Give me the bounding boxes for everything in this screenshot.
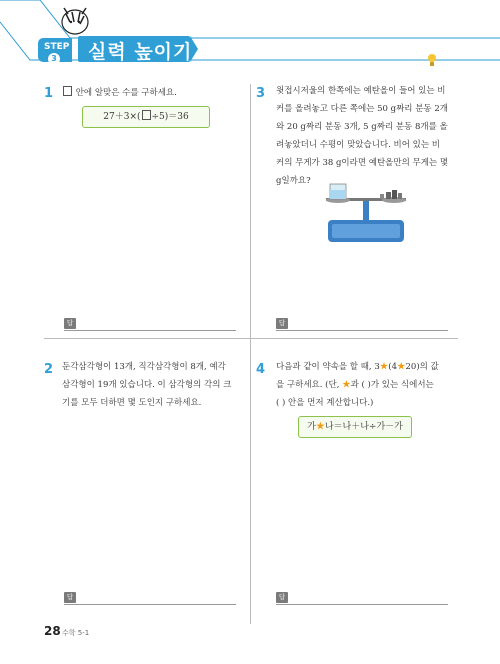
page-number: 28 — [44, 624, 61, 638]
problem-2-line: 둔각삼각형이 13개, 직각삼각형이 8개, 예각 — [62, 362, 226, 372]
problem-4-line-1: 다음과 같이 약속을 할 때, 3★(4★20)의 값 — [276, 362, 439, 372]
star-icon: ★ — [396, 362, 406, 372]
answer-line-1 — [64, 330, 236, 331]
problem-3-line: 와 20 g짜리 분동 3개, 5 g짜리 분동 8개를 올 — [276, 122, 448, 132]
problem-3-line: 윗접시저울의 한쪽에는 예탄올이 들어 있는 비 — [276, 86, 446, 96]
problem-4-text — [276, 358, 460, 412]
problem-2-line: 기를 모두 더하면 몇 도인지 구하세요. — [62, 398, 202, 408]
problem-3-line: g일까요? — [276, 176, 311, 186]
zebra-mascot-icon — [62, 8, 88, 34]
section-title: 실력 높이기 — [88, 41, 193, 63]
answer-line-2 — [64, 604, 236, 605]
problem-2-line: 삼각형이 19개 있습니다. 이 삼각형의 각의 크 — [62, 380, 232, 390]
star-icon: ★ — [379, 362, 389, 372]
problem-3-line: 커를 올려놓고 다른 쪽에는 50 g짜리 분동 2개 — [276, 104, 448, 114]
row-divider — [44, 338, 458, 339]
blank-box-icon — [142, 110, 151, 120]
equation-part-2: ÷5)＝36 — [151, 112, 189, 122]
column-divider — [250, 84, 251, 624]
step-number: 3 — [48, 53, 60, 65]
header-decoration — [0, 0, 500, 70]
footer-subject: 수학 5-1 — [62, 629, 90, 637]
blank-box-icon — [63, 86, 72, 96]
step-label: STEP — [44, 42, 70, 52]
problem-3-line: 려놓았더니 수평이 맞았습니다. 비어 있는 비 — [276, 140, 441, 150]
answer-tag-3: 답 — [276, 318, 288, 329]
problem-1-number: 1 — [44, 86, 54, 101]
answer-line-4 — [276, 604, 448, 605]
problem-1-equation — [82, 106, 210, 128]
problem-4-line-2: 을 구하세요. (단, ★과 ( )가 있는 식에서는 — [276, 380, 434, 390]
rule-part-b: 나＝나＋나÷가－가 — [324, 422, 403, 432]
problem-1-text — [62, 84, 177, 102]
answer-tag-2: 답 — [64, 592, 76, 603]
problem-1-question: 안에 알맞은 수를 구하세요. — [75, 88, 177, 98]
problem-3-text — [276, 82, 456, 190]
lightbulb-icon — [428, 54, 436, 66]
answer-tag-4: 답 — [276, 592, 288, 603]
problem-3-number: 3 — [256, 86, 266, 101]
star-icon: ★ — [315, 422, 325, 432]
rule-part-a: 가 — [307, 422, 316, 432]
equation-part-1: 27＋3×( — [103, 112, 141, 122]
star-icon: ★ — [342, 380, 351, 390]
problem-4-line-3: ( ) 안을 먼저 계산합니다.) — [276, 398, 374, 408]
problem-2-number: 2 — [44, 362, 54, 377]
problem-4-rule — [298, 416, 412, 438]
answer-tag-1: 답 — [64, 318, 76, 329]
answer-line-3 — [276, 330, 448, 331]
balance-scale-illustration — [318, 180, 414, 246]
problem-4-number: 4 — [256, 362, 266, 377]
problem-3-line: 커의 무게가 38 g이라면 예탄올만의 무게는 몇 — [276, 158, 449, 168]
problem-2-text — [62, 358, 242, 412]
